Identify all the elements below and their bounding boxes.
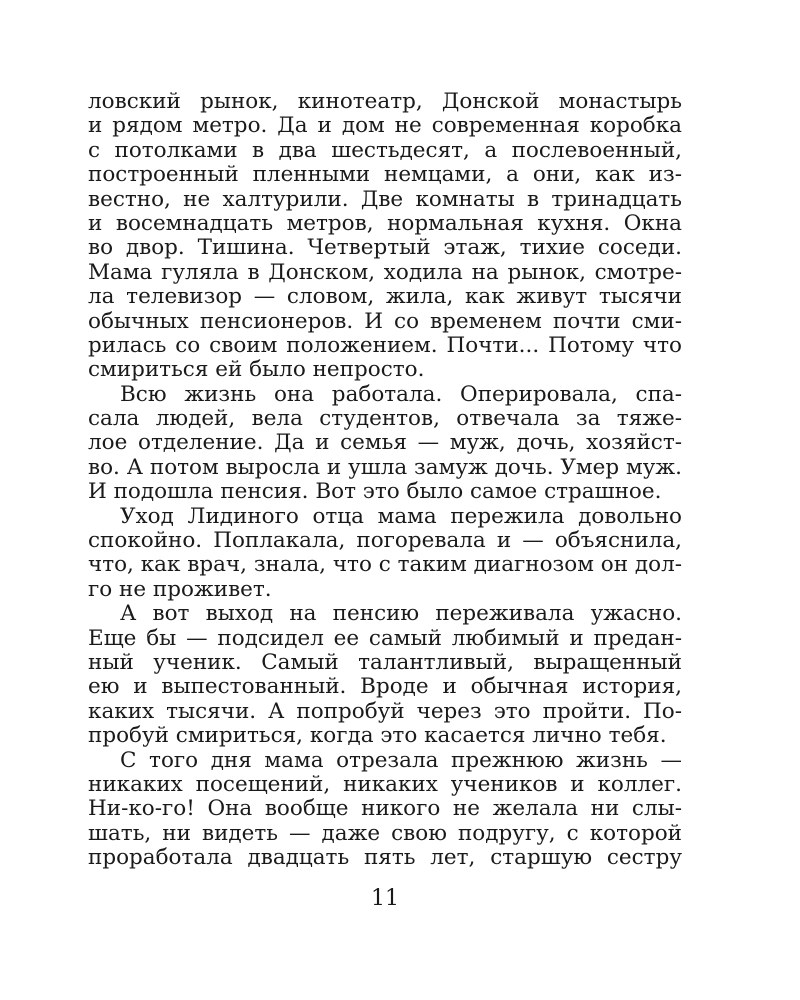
- text-line: вестно, не халтурили. Две комнаты в тринадцать: [88, 186, 682, 212]
- text-line: ею и выпестованный. Вроде и обычная история,: [88, 674, 682, 700]
- text-line: ловский рынок, кинотеатр, Донской монастырь: [88, 89, 682, 114]
- text-line: Уход Лидиного отца мама пережила довольно: [120, 503, 682, 529]
- text-line: го не проживет.: [88, 576, 272, 602]
- text-line: Еще бы — подсидел ее самый любимый и предан-: [88, 625, 682, 651]
- text-line: рилась со своим положением. Почти... Потому что: [88, 332, 682, 358]
- text-line: никаких посещений, никаких учеников и коллег.: [88, 771, 682, 797]
- book-page-text: [88, 90, 682, 871]
- text-line: построенный пленными немцами, а они, как из-: [88, 162, 682, 188]
- text-line: ла телевизор — словом, жила, как живут тысячи: [88, 284, 682, 310]
- text-line: шать, ни видеть — даже свою подругу, с которой: [88, 820, 682, 846]
- text-line: пробуй смириться, когда это касается лично тебя.: [88, 723, 667, 749]
- text-line: с потолками в два шестьдесят, а послевоенный,: [88, 137, 682, 163]
- text-line: что, как врач, знала, что с таким диагнозом он дол-: [88, 552, 683, 578]
- text-line: сала людей, вела студентов, отвечала за тяже-: [88, 406, 682, 432]
- text-line: и восемнадцать метров, нормальная кухня. Окна: [88, 210, 682, 236]
- text-line: проработала двадцать пять лет, старшую сестру: [88, 845, 682, 871]
- text-line: каких тысячи. А попробуй через это пройти. По-: [88, 698, 682, 724]
- text-line: во двор. Тишина. Четвертый этаж, тихие соседи.: [88, 235, 682, 261]
- text-line: С того дня мама отрезала прежнюю жизнь —: [120, 747, 682, 773]
- text-line: Всю жизнь она работала. Оперировала, спа-: [120, 381, 682, 407]
- text-line: Ни-ко-го! Она вообще никого не желала ни слы-: [88, 796, 682, 822]
- text-line: обычных пенсионеров. И со временем почти сми-: [88, 308, 682, 334]
- text-line: И подошла пенсия. Вот это было самое страшное.: [88, 479, 662, 505]
- text-line: лое отделение. Да и семья — муж, дочь, хозяйст-: [88, 430, 682, 456]
- text-line: А вот выход на пенсию переживала ужасно.: [120, 601, 682, 627]
- text-line: во. А потом выросла и ушла замуж дочь. Умер муж.: [88, 454, 682, 480]
- text-line: Мама гуляла в Донском, ходила на рынок, смотре-: [88, 259, 682, 285]
- text-line: смириться ей было непросто.: [88, 357, 425, 383]
- text-line: ный ученик. Самый талантливый, выращенный: [88, 649, 682, 675]
- text-line: спокойно. Поплакала, погоревала и — объяснила,: [88, 528, 682, 554]
- page-number: 11: [371, 886, 399, 911]
- text-line: и рядом метро. Да и дом не современная коробка: [88, 113, 682, 139]
